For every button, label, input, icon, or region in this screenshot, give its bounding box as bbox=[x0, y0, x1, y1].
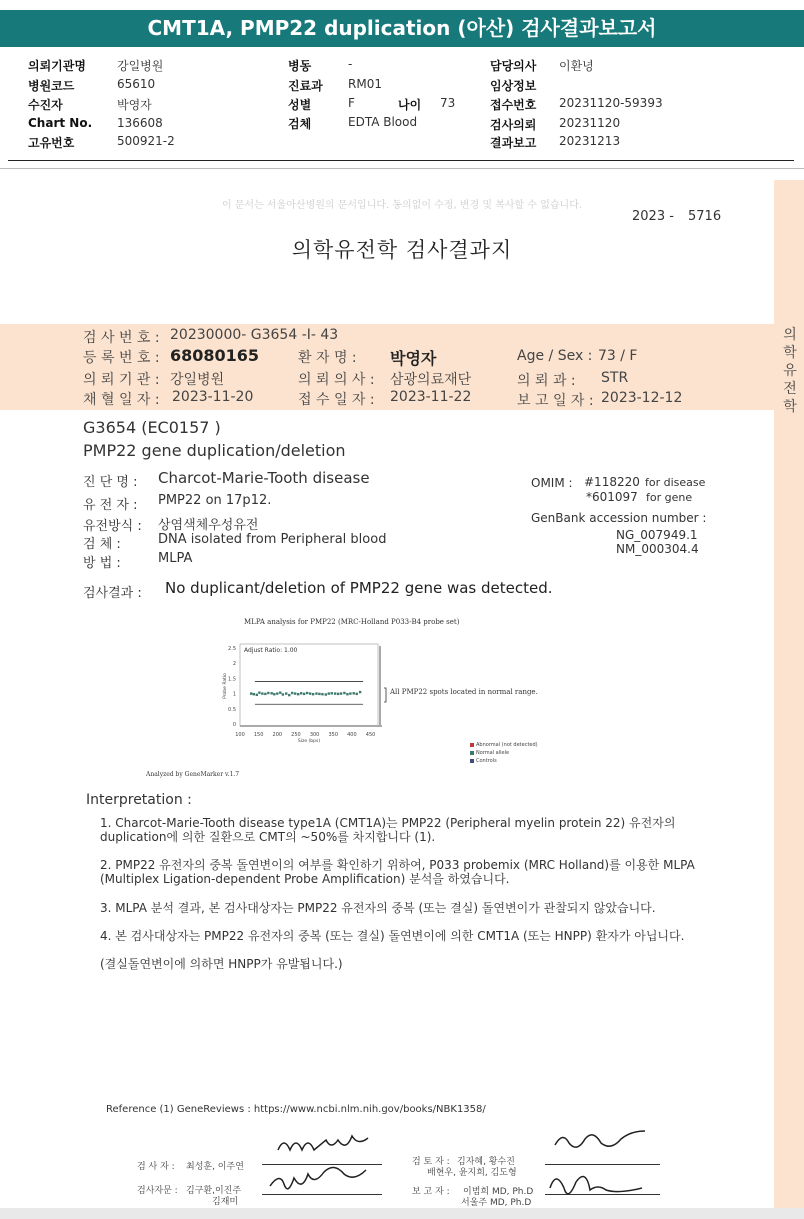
label-physician: 담당의사 bbox=[490, 59, 537, 73]
test-code: G3654 (EC0157 ) bbox=[83, 418, 221, 437]
value-age: 73 bbox=[440, 96, 456, 110]
header-divider bbox=[8, 160, 794, 161]
x-axis-label: Size (bps) bbox=[297, 739, 321, 744]
tester-names: 최성훈, 이주연 bbox=[186, 1162, 244, 1172]
y-tick-label: 1 bbox=[232, 691, 236, 698]
data-point bbox=[337, 693, 339, 695]
legend-swatch bbox=[470, 743, 474, 747]
y-tick-label: 2.5 bbox=[228, 646, 236, 652]
result-text: No duplicant/deletion of PMP22 gene was detected. bbox=[165, 579, 553, 597]
data-point bbox=[279, 691, 281, 693]
side-label bbox=[780, 326, 800, 416]
y-tick-label: 1.5 bbox=[228, 676, 236, 683]
signature-reviewer bbox=[555, 1131, 645, 1147]
data-point bbox=[256, 694, 258, 696]
collect-date: 2023-11-20 bbox=[172, 389, 254, 405]
reviewer-names: 김자혜, 황수진 bbox=[457, 1157, 515, 1167]
label-sex: 성별 bbox=[288, 98, 312, 112]
omim-disease-note: for disease bbox=[645, 476, 706, 489]
y-tick-label: 0 bbox=[232, 722, 236, 728]
side-char: 전 bbox=[783, 381, 797, 397]
data-point bbox=[353, 692, 355, 694]
reporter-label: 보 고 자 : bbox=[412, 1187, 450, 1197]
label-specimen: 검체 bbox=[288, 117, 312, 131]
page-edge-divider bbox=[0, 168, 804, 169]
data-point bbox=[250, 692, 252, 694]
report-label: 보 고 일 자 : bbox=[517, 393, 594, 409]
mlpa-plot bbox=[140, 612, 560, 784]
data-point bbox=[318, 693, 320, 695]
data-point bbox=[303, 693, 305, 695]
x-tick-label: 200 bbox=[272, 732, 283, 738]
reviewer-names-2: 배현우, 윤지희, 김도형 bbox=[427, 1168, 517, 1178]
x-tick-label: 300 bbox=[309, 732, 320, 738]
plot-area bbox=[240, 644, 378, 726]
label-receipt-no: 접수번호 bbox=[490, 98, 537, 112]
data-point bbox=[267, 692, 269, 694]
legend-controls bbox=[470, 758, 497, 764]
value-ward: - bbox=[348, 57, 353, 71]
legend-abnormal bbox=[470, 742, 538, 748]
data-point bbox=[328, 692, 330, 694]
doc-number: 5716 bbox=[688, 209, 722, 224]
value-department: RM01 bbox=[348, 77, 382, 91]
bottom-scroll-strip bbox=[0, 1208, 804, 1219]
x-tick-label: 400 bbox=[347, 732, 357, 738]
legend-swatch bbox=[470, 751, 474, 755]
interpretation-text: 2. PMP22 유전자의 중복 돌연변이의 여부를 확인하기 위하여, P033 probemix (MRC Holland)를 이용한 MLPA (Multiplex Ligation-dependent Probe Amplification) 분석을 하였습니다. bbox=[100, 858, 695, 886]
interpretation-text: 4. 본 검사대상자는 PMP22 유전자의 중복 (또는 결실) 돌연변이에 의한 CMT1A (또는 HNPP) 환자가 아닙니다. bbox=[100, 929, 685, 943]
reviewer-label: 검 토 자 : bbox=[412, 1157, 450, 1167]
tester-label: 검 사 자 : bbox=[137, 1162, 175, 1172]
data-point bbox=[273, 693, 275, 695]
data-point bbox=[356, 693, 358, 695]
interpretation-item-4 bbox=[100, 929, 700, 943]
label-institution: 의뢰기관명 bbox=[28, 59, 86, 73]
label-department: 진료과 bbox=[288, 79, 323, 93]
row-label: 유 전 자 : bbox=[83, 498, 138, 513]
label-unique-no: 고유번호 bbox=[28, 136, 75, 150]
label-patient: 수진자 bbox=[28, 98, 63, 112]
report-date: 2023-12-12 bbox=[601, 390, 683, 406]
test-no: 20230000- G3654 -I- 43 bbox=[170, 327, 339, 343]
genbank-ng: NG_007949.1 bbox=[616, 528, 698, 542]
inst-value: 강일병원 bbox=[170, 372, 225, 388]
x-tick-label: 450 bbox=[365, 732, 376, 738]
value-institution: 강일병원 bbox=[117, 59, 164, 73]
reporter-names: 이범희 MD, Ph.D bbox=[463, 1187, 534, 1197]
data-point bbox=[312, 693, 314, 695]
data-point bbox=[261, 692, 263, 694]
data-point bbox=[315, 692, 317, 694]
value-physician: 이환녕 bbox=[559, 59, 594, 73]
value-patient: 박영자 bbox=[117, 98, 152, 112]
x-tick-label: 350 bbox=[328, 732, 339, 738]
x-tick-label: 250 bbox=[291, 732, 301, 738]
value-hospital-code: 65610 bbox=[117, 77, 156, 91]
x-tick-label: 100 bbox=[235, 732, 245, 738]
side-char: 의 bbox=[783, 327, 797, 343]
report-banner-title: CMT1A, PMP22 duplication (아산) 검사결과보고서 bbox=[0, 10, 804, 47]
row-label: 유전방식 : bbox=[83, 519, 142, 534]
value-unique-no: 500921-2 bbox=[117, 134, 175, 148]
legend-label: Abnormal (not detected) bbox=[476, 742, 538, 748]
test-no-label: 검 사 번 호 : bbox=[83, 330, 160, 346]
data-point bbox=[276, 692, 278, 694]
data-point bbox=[253, 693, 255, 695]
copy-notice: 이 문서는 서울아산병원의 문서입니다. 동의없이 수정, 변경 및 복사할 수 없습니다. bbox=[221, 200, 583, 211]
value-sex: F bbox=[348, 96, 355, 110]
mlpa-chart bbox=[140, 612, 560, 784]
legend-label: Normal allele bbox=[476, 750, 510, 756]
annotation-bracket bbox=[384, 688, 386, 702]
reg-no-label: 등 록 번 호 : bbox=[83, 350, 160, 366]
data-point bbox=[294, 692, 296, 694]
doc-year: 2023 - bbox=[632, 209, 674, 224]
value-chart-no: 136608 bbox=[117, 116, 163, 130]
data-point bbox=[297, 693, 299, 695]
data-point bbox=[264, 693, 266, 695]
report-title: 의학유전학 검사결과지 bbox=[291, 238, 513, 262]
omim-label: OMIM : bbox=[531, 476, 573, 490]
data-point bbox=[325, 693, 327, 695]
interpretation-text: (결실돌연변이에 의하면 HNPP가 유발됩니다.) bbox=[100, 957, 343, 971]
interpretation-heading: Interpretation : bbox=[86, 792, 192, 808]
data-point bbox=[346, 693, 348, 695]
value-report-date: 20231213 bbox=[559, 134, 621, 148]
row-label: 진 단 명 : bbox=[83, 475, 138, 490]
age-sex: 73 / F bbox=[598, 348, 638, 364]
omim-disease: #118220 bbox=[584, 475, 640, 489]
interpretation-note bbox=[100, 957, 700, 971]
label-clinical-info: 임상정보 bbox=[490, 79, 537, 93]
genbank-nm: NM_000304.4 bbox=[616, 542, 699, 556]
label-age: 나이 bbox=[398, 98, 422, 112]
side-char: 학 bbox=[783, 399, 797, 415]
signature-line bbox=[262, 1164, 382, 1165]
row-value: DNA isolated from Peripheral blood bbox=[158, 532, 387, 547]
supervisor-names-2: 김재미 bbox=[212, 1197, 239, 1207]
value-specimen: EDTA Blood bbox=[348, 115, 418, 129]
adjust-ratio: Adjust Ratio: 1.00 bbox=[244, 647, 298, 654]
label-request-date: 검사의뢰 bbox=[490, 118, 537, 132]
chart-title: MLPA analysis for PMP22 (MRC-Holland P033-B4 probe set) bbox=[244, 618, 460, 626]
reference: Reference (1) GeneReviews : https://www.ncbi.nlm.nih.gov/books/NBK1358/ bbox=[106, 1104, 486, 1115]
doctor-value: 삼광의료재단 bbox=[390, 372, 472, 388]
data-point bbox=[288, 694, 290, 696]
signature-reporter bbox=[550, 1177, 642, 1194]
value-receipt-no: 20231120-59393 bbox=[559, 96, 663, 110]
data-point bbox=[359, 691, 361, 693]
interpretation-text: 1. Charcot-Marie-Tooth disease type1A (CMT1A)는 PMP22 (Peripheral myelin protein 22) 유전자의 duplication에 의한 질환으로 CMT의 ~50%를 차지합니다 (1). bbox=[100, 816, 676, 844]
patient-name: 박영자 bbox=[390, 349, 437, 368]
data-point bbox=[334, 692, 336, 694]
data-point bbox=[282, 693, 284, 695]
inst-label: 의 뢰 기 관 : bbox=[83, 372, 160, 388]
x-tick-label: 150 bbox=[253, 732, 264, 738]
data-point bbox=[309, 692, 311, 694]
signature-tester bbox=[278, 1136, 368, 1150]
data-point bbox=[321, 693, 323, 695]
data-point bbox=[349, 692, 351, 694]
data-point bbox=[306, 692, 308, 694]
row-value: Charcot-Marie-Tooth disease bbox=[158, 469, 370, 487]
data-point bbox=[258, 691, 260, 693]
reporter-names-2: 서울주 MD, Ph.D bbox=[461, 1198, 532, 1208]
data-point bbox=[343, 692, 345, 694]
collect-label: 채 혈 일 자 : bbox=[83, 392, 160, 408]
supervisor-names: 김구환,이진주 bbox=[186, 1186, 242, 1196]
data-point bbox=[285, 692, 287, 694]
interpretation-item-2 bbox=[100, 858, 700, 886]
label-ward: 병동 bbox=[288, 59, 312, 73]
age-sex-label: Age / Sex : bbox=[517, 348, 593, 364]
y-axis-label: Probe Ratio bbox=[223, 673, 228, 699]
data-point bbox=[271, 692, 273, 694]
chart-footer: Analyzed by GeneMarker v.1.7 bbox=[146, 771, 240, 778]
test-name: PMP22 gene duplication/deletion bbox=[83, 441, 346, 460]
legend-label: Controls bbox=[476, 758, 497, 764]
side-char: 학 bbox=[783, 345, 797, 361]
row-label: 방 법 : bbox=[83, 556, 121, 571]
reg-no: 68080165 bbox=[170, 346, 260, 365]
receive-label: 접 수 일 자 : bbox=[298, 392, 375, 408]
data-point bbox=[300, 692, 302, 694]
label-hospital-code: 병원코드 bbox=[28, 79, 75, 93]
genbank-label: GenBank accession number : bbox=[531, 511, 707, 525]
doctor-label: 의 뢰 의 사 : bbox=[298, 372, 375, 388]
data-point bbox=[331, 692, 333, 694]
receive-date: 2023-11-22 bbox=[390, 389, 472, 405]
signature-line bbox=[545, 1164, 660, 1165]
supervisor-label: 검사자문 : bbox=[137, 1186, 178, 1196]
row-value: 상염색체우성유전 bbox=[158, 518, 259, 533]
row-label: 검 체 : bbox=[83, 537, 121, 552]
data-point bbox=[291, 692, 293, 694]
dept-value: STR bbox=[601, 370, 629, 386]
label-report-date: 결과보고 bbox=[490, 136, 537, 150]
legend-swatch bbox=[470, 759, 474, 763]
result-label: 검사결과 : bbox=[83, 586, 142, 601]
y-tick-label: 0.5 bbox=[228, 706, 236, 713]
signature-line bbox=[262, 1194, 382, 1195]
y-tick-label: 2 bbox=[232, 661, 236, 668]
omim-gene-note: for gene bbox=[646, 491, 693, 504]
chart-annotation: All PMP22 spots located in normal range. bbox=[390, 688, 538, 696]
row-value: PMP22 on 17p12. bbox=[158, 493, 272, 508]
dept-label: 의 뢰 과 : bbox=[517, 373, 576, 389]
side-char: 유 bbox=[783, 363, 797, 379]
interpretation-item-3 bbox=[100, 901, 700, 915]
value-request-date: 20231120 bbox=[559, 116, 621, 130]
data-point bbox=[340, 692, 342, 694]
interpretation-text: 3. MLPA 분석 결과, 본 검사대상자는 PMP22 유전자의 중복 (또는 결실) 돌연변이가 관찰되지 않았습니다. bbox=[100, 901, 656, 915]
interpretation-item-1 bbox=[100, 816, 700, 844]
label-chart-no: Chart No. bbox=[28, 116, 93, 130]
patient-label: 환 자 명 : bbox=[298, 350, 357, 366]
signature-line bbox=[545, 1194, 660, 1195]
legend-normal bbox=[470, 750, 509, 756]
signature-supervisor bbox=[270, 1167, 366, 1188]
omim-gene: *601097 bbox=[586, 490, 638, 504]
row-value: MLPA bbox=[158, 551, 193, 566]
